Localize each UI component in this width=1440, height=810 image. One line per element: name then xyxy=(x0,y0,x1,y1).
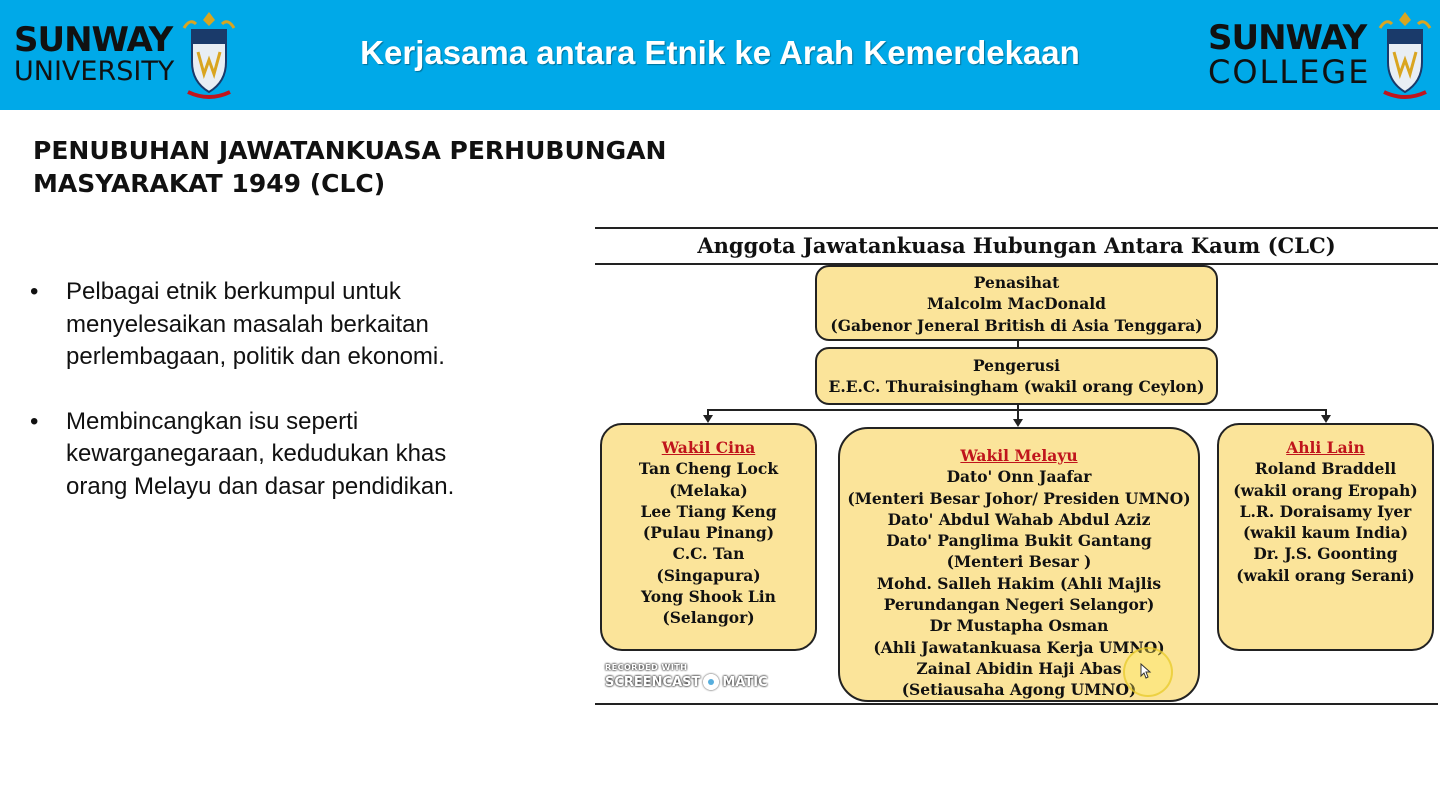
bullet-item xyxy=(30,276,550,374)
wakil-cina-line: (Selangor) xyxy=(662,608,755,628)
wakil-melayu-line: Dato' Onn Jaafar xyxy=(946,467,1092,487)
crest-icon xyxy=(1376,8,1434,100)
logo-left-line1: SUNWAY xyxy=(14,20,173,60)
wakil-cina-line: Lee Tiang Keng xyxy=(640,501,777,521)
bullet-item xyxy=(30,406,550,504)
bullet-marker: • xyxy=(30,278,39,305)
wakil-melayu-line: Dato' Panglima Bukit Gantang xyxy=(886,531,1152,551)
slide-heading-line1: PENUBUHAN JAWATANKUASA PERHUBUNGAN xyxy=(33,136,667,165)
bullet-line: Pelbagai etnik berkumpul untuk xyxy=(66,278,401,305)
ahli-lain-line: (wakil kaum India) xyxy=(1242,523,1409,543)
slide-heading xyxy=(33,134,793,200)
wakil-cina-line: Yong Shook Lin xyxy=(641,587,776,607)
arrow-down-icon xyxy=(1321,415,1331,423)
box-pengerusi xyxy=(815,347,1218,405)
screencast-watermark xyxy=(605,663,768,690)
wakil-cina-heading: Wakil Cina xyxy=(661,438,756,457)
bullet-line: Membincangkan isu seperti xyxy=(66,407,359,435)
logo-left-line2: UNIVERSITY xyxy=(14,56,175,87)
wakil-melayu-line: (Menteri Besar Johor/ Presiden UMNO) xyxy=(847,488,1191,508)
penasihat-role: (Gabenor Jeneral British di Asia Tenggara) xyxy=(830,315,1203,335)
wakil-melayu-line: Perundangan Negeri Selangor) xyxy=(883,595,1155,615)
ahli-lain-line: Roland Braddell xyxy=(1254,459,1397,479)
ahli-lain-line: (wakil orang Serani) xyxy=(1236,565,1415,585)
ahli-lain-heading: Ahli Lain xyxy=(1286,438,1365,457)
penasihat-name: Malcolm MacDonald xyxy=(926,294,1106,314)
page-title: Kerjasama antara Etnik ke Arah Kemerdekaan xyxy=(360,34,1080,71)
connector-line xyxy=(1017,405,1019,419)
ahli-lain-line: Dr. J.S. Goonting xyxy=(1253,544,1398,564)
ahli-lain-line: (wakil orang Eropah) xyxy=(1233,480,1418,500)
pengerusi-heading: Pengerusi xyxy=(972,356,1061,375)
wakil-melayu-line: Dr Mustapha Osman xyxy=(929,616,1109,636)
crest-icon xyxy=(180,8,238,100)
watermark-small-text: RECORDED WITH xyxy=(605,663,688,672)
wakil-melayu-line: Dato' Abdul Wahab Abdul Aziz xyxy=(887,509,1151,529)
org-chart-title: Anggota Jawatankuasa Hubungan Antara Kaum (CLC) xyxy=(595,229,1438,265)
box-penasihat xyxy=(815,265,1218,341)
record-icon xyxy=(703,674,719,690)
wakil-cina-line: (Pulau Pinang) xyxy=(642,523,775,543)
wakil-melayu-line: (Ahli Jawatankuasa Kerja UMNO) xyxy=(873,637,1165,657)
arrow-down-icon xyxy=(703,415,713,423)
watermark-right-text: MATIC xyxy=(722,674,768,690)
cursor-highlight xyxy=(1123,647,1173,697)
bullet-line: perlembagaan, politik dan ekonomi. xyxy=(66,343,445,370)
bullet-line: kewarganegaraan, kedudukan khas xyxy=(66,440,447,467)
pengerusi-name: E.E.C. Thuraisingham (wakil orang Ceylon) xyxy=(828,377,1205,397)
bullet-marker: • xyxy=(30,407,39,435)
wakil-cina-line: (Melaka) xyxy=(669,480,748,500)
bullet-line: menyelesaikan masalah berkaitan xyxy=(66,310,429,338)
bullet-line: orang Melayu dan dasar pendidikan. xyxy=(66,472,455,500)
mouse-pointer-icon xyxy=(1140,663,1152,679)
wakil-cina-line: (Singapura) xyxy=(656,565,761,585)
box-wakil-cina xyxy=(600,423,817,651)
wakil-melayu-line: Mohd. Salleh Hakim (Ahli Majlis xyxy=(876,573,1162,593)
wakil-cina-line: C.C. Tan xyxy=(672,544,745,564)
sunway-university-logo xyxy=(14,4,238,104)
sunway-college-logo xyxy=(1208,4,1434,104)
logo-right-line2: COLLEGE xyxy=(1208,52,1371,91)
logo-right-line1: SUNWAY xyxy=(1208,17,1367,58)
wakil-melayu-heading: Wakil Melayu xyxy=(960,446,1078,465)
wakil-melayu-line: (Menteri Besar ) xyxy=(946,552,1092,572)
wakil-melayu-line: Zainal Abidin Haji Abas xyxy=(916,658,1122,678)
org-chart-image xyxy=(595,227,1438,705)
box-ahli-lain xyxy=(1217,423,1434,651)
ahli-lain-line: L.R. Doraisamy Iyer xyxy=(1239,501,1412,521)
slide-heading-line2: MASYARAKAT 1949 (CLC) xyxy=(33,169,386,198)
penasihat-heading: Penasihat xyxy=(973,273,1060,292)
wakil-cina-line: Tan Cheng Lock xyxy=(638,459,779,479)
arrow-down-icon xyxy=(1013,419,1023,427)
watermark-left-text: SCREENCAST xyxy=(605,674,701,690)
bullet-list xyxy=(30,276,550,535)
wakil-melayu-line: (Setiausaha Agong UMNO) xyxy=(901,680,1137,700)
slide-header xyxy=(0,0,1440,110)
